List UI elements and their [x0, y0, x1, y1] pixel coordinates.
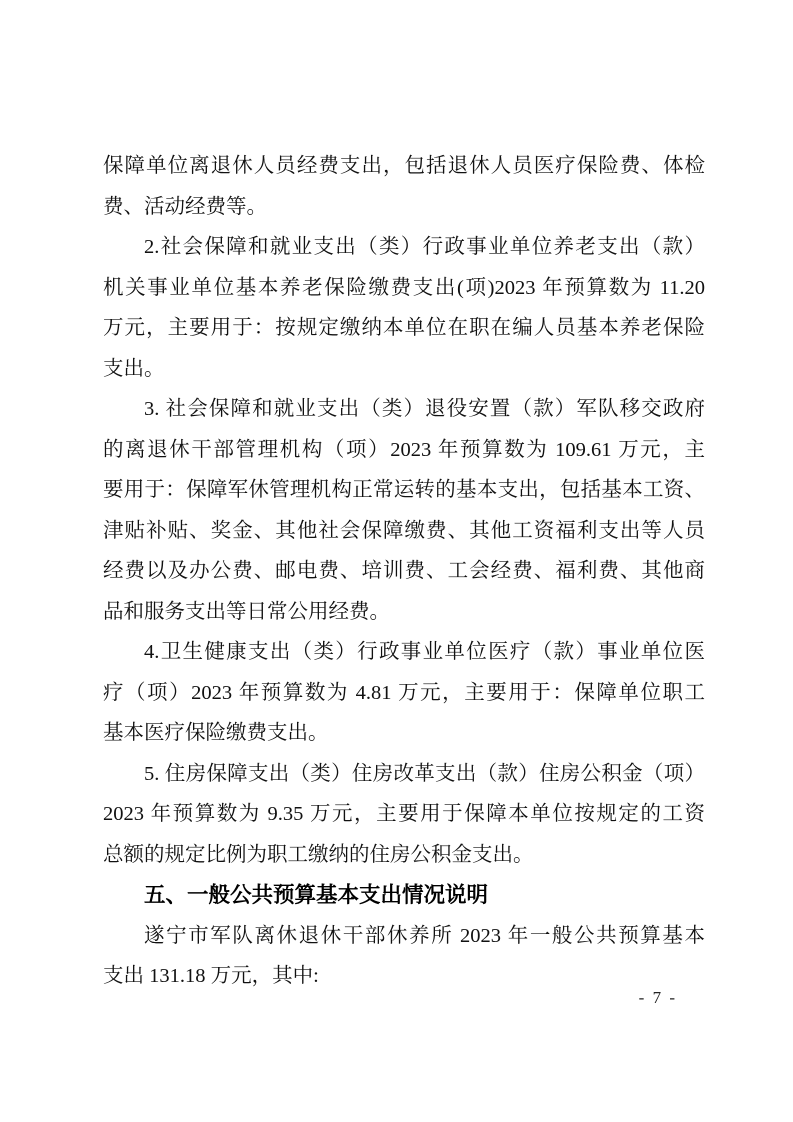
text-line: 费、活动经费等。: [103, 195, 267, 218]
text-line: 遂宁市军队离休退休干部休养所 2023 年一般公共预算基本: [144, 924, 705, 947]
text-line: 机关事业单位基本养老保险缴费支出(项)2023 年预算数为 11.20: [103, 276, 705, 299]
text-line: 5. 住房保障支出（类）住房改革支出（款）住房公积金（项）: [144, 762, 705, 785]
text-line: 要用于：保障军休管理机构正常运转的基本支出，包括基本工资、: [103, 479, 705, 501]
text-line: 2.社会保障和就业支出（类）行政事业单位养老支出（款）: [144, 236, 705, 258]
text-line: 津贴补贴、奖金、其他社会保障缴费、其他工资福利支出等人员: [103, 519, 705, 542]
text-line: 总额的规定比例为职工缴纳的住房公积金支出。: [103, 843, 534, 866]
text-line: 支出 131.18 万元，其中:: [103, 965, 319, 987]
text-line: 2023 年预算数为 9.35 万元，主要用于保障本单位按规定的工资: [103, 803, 705, 825]
page-number: - 7 -: [638, 988, 677, 1007]
text-line: 保障单位离退休人员经费支出，包括退休人员医疗保险费、体检: [103, 155, 705, 177]
text-line: 万元，主要用于：按规定缴纳本单位在职在编人员基本养老保险: [103, 317, 705, 339]
text-line: 疗（项）2023 年预算数为 4.81 万元，主要用于：保障单位职工: [103, 681, 705, 704]
text-line: 4.卫生健康支出（类）行政事业单位医疗（款）事业单位医: [144, 641, 705, 663]
text-line: 的离退休干部管理机构（项）2023 年预算数为 109.61 万元，主: [103, 438, 705, 461]
section-heading: 五、一般公共预算基本支出情况说明: [144, 883, 489, 907]
text-line: 3. 社会保障和就业支出（类）退役安置（款）军队移交政府: [144, 398, 705, 420]
text-line: 经费以及办公费、邮电费、培训费、工会经费、福利费、其他商: [103, 560, 705, 582]
text-line: 支出。: [103, 357, 165, 380]
text-line: 品和服务支出等日常公用经费。: [103, 600, 390, 623]
document-body: [103, 146, 705, 997]
text-line: 基本医疗保险缴费支出。: [103, 722, 329, 744]
